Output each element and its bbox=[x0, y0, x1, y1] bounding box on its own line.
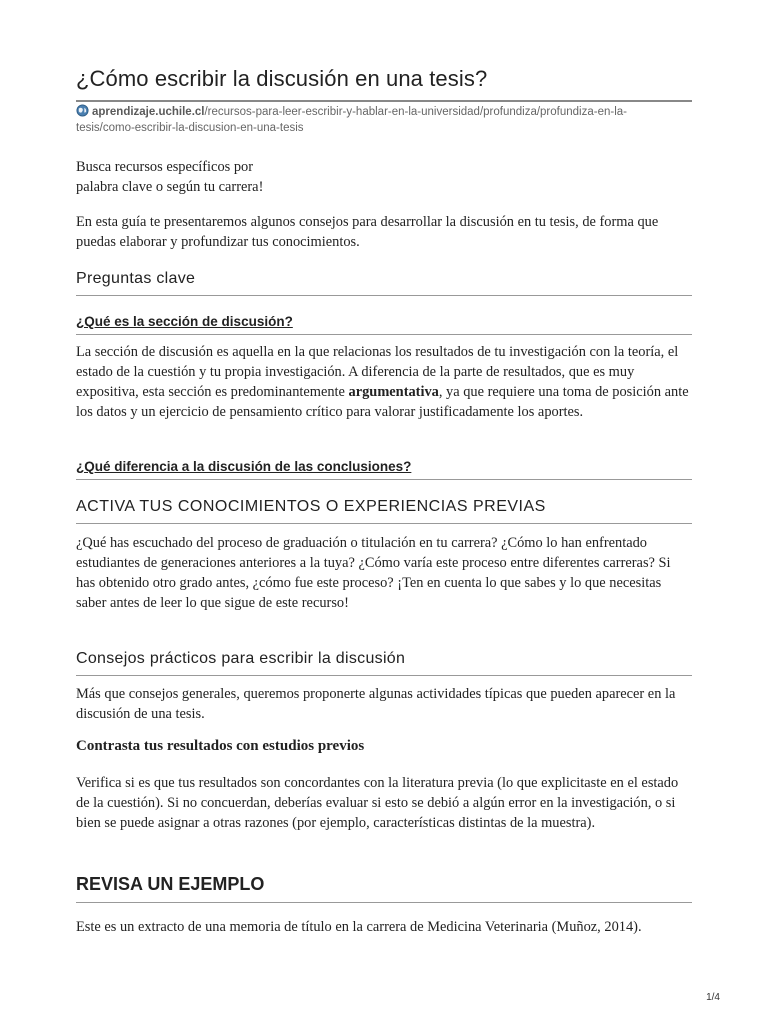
source-url[interactable] bbox=[76, 104, 692, 136]
ejemplo-body bbox=[76, 917, 692, 937]
intro-guide bbox=[76, 212, 692, 252]
q1-answer-after: , ya que requiere una toma de posición ante los datos y un ejercicio de pensamiento crítico para valorar justificadamente los aportes. bbox=[76, 384, 689, 420]
question-1-title[interactable]: ¿Qué es la sección de discusión? bbox=[76, 314, 692, 335]
activa-body bbox=[76, 533, 692, 613]
question-1 bbox=[76, 314, 692, 335]
section-consejos bbox=[76, 650, 692, 676]
section-ejemplo bbox=[76, 874, 692, 903]
intro-search bbox=[76, 157, 692, 197]
intro-guide-text: En esta guía te presentaremos algunos consejos para desarrollar la discusión en tu tesis, de forma que puedas elaborar y profundizar tus conocimientos. bbox=[76, 214, 659, 250]
consejos-text: Más que consejos generales, queremos proponerte algunas actividades típicas que pueden aparecer en la discusión de una tesis. bbox=[76, 686, 676, 722]
section-preguntas bbox=[76, 270, 692, 296]
ejemplo-heading: REVISA UN EJEMPLO bbox=[76, 874, 692, 903]
consejos-heading: Consejos prácticos para escribir la discusión bbox=[76, 650, 692, 676]
q1-answer-before: La sección de discusión es aquella en la que relacionas los resultados de tu investigación con la teoría, el estado de la cuestión y tu propia investigación. A diferencia de la parte de resultados, que es muy expositiva, esta sección es predominantemente bbox=[76, 344, 679, 400]
q1-answer-bold: argumentativa bbox=[348, 384, 439, 400]
consejos-subsection bbox=[76, 738, 692, 755]
activa-text: ¿Qué has escuchado del proceso de graduación o titulación en tu carrera? ¿Cómo lo han enfrentado estudiantes de generaciones anteriores a la tuya? ¿Cómo varía este proceso entre diferentes carreras? Si has obtenido otro grado antes, ¿cómo fue este proceso? ¡Ten en cuenta lo que sabes y lo que necesitas saber antes de leer lo que sigue de este recurso! bbox=[76, 535, 671, 611]
section-activa bbox=[76, 498, 692, 524]
consejos-subtext: Verifica si es que tus resultados son concordantes con la literatura previa (lo que explicitaste en el estado de la cuestión). Si no concuerdan, deberías evaluar si esto se debió a algún error en la investigación, o si bien se puede asignar a otras razones (por ejemplo, características distintas de la muestra). bbox=[76, 775, 679, 831]
preguntas-heading: Preguntas clave bbox=[76, 270, 692, 296]
question-1-answer bbox=[76, 342, 692, 422]
globe-icon bbox=[76, 104, 89, 117]
page-title: ¿Cómo escribir la discusión en una tesis? bbox=[76, 66, 692, 102]
consejos-subheading: Contrasta tus resultados con estudios previos bbox=[76, 738, 365, 754]
activa-heading: ACTIVA TUS CONOCIMIENTOS O EXPERIENCIAS PREVIAS bbox=[76, 498, 692, 524]
source-path-1[interactable]: /recursos-para-leer-escribir-y-hablar-en-la-universidad/profundiza/profundiza-en-la- bbox=[204, 106, 627, 118]
page-number: 1/4 bbox=[706, 992, 720, 1003]
source-domain[interactable]: aprendizaje.uchile.cl bbox=[92, 106, 205, 118]
consejos-body bbox=[76, 684, 692, 724]
ejemplo-text: Este es un extracto de una memoria de título en la carrera de Medicina Veterinaria (Muñoz, 2014). bbox=[76, 919, 642, 935]
question-2 bbox=[76, 459, 692, 480]
intro-search-line1: Busca recursos específicos por bbox=[76, 159, 254, 175]
question-2-title[interactable]: ¿Qué diferencia a la discusión de las conclusiones? bbox=[76, 459, 692, 480]
source-path-2[interactable]: tesis/como-escribir-la-discusion-en-una-tesis bbox=[76, 122, 304, 134]
consejos-subbody bbox=[76, 773, 692, 833]
intro-search-line2: palabra clave o según tu carrera! bbox=[76, 179, 264, 195]
